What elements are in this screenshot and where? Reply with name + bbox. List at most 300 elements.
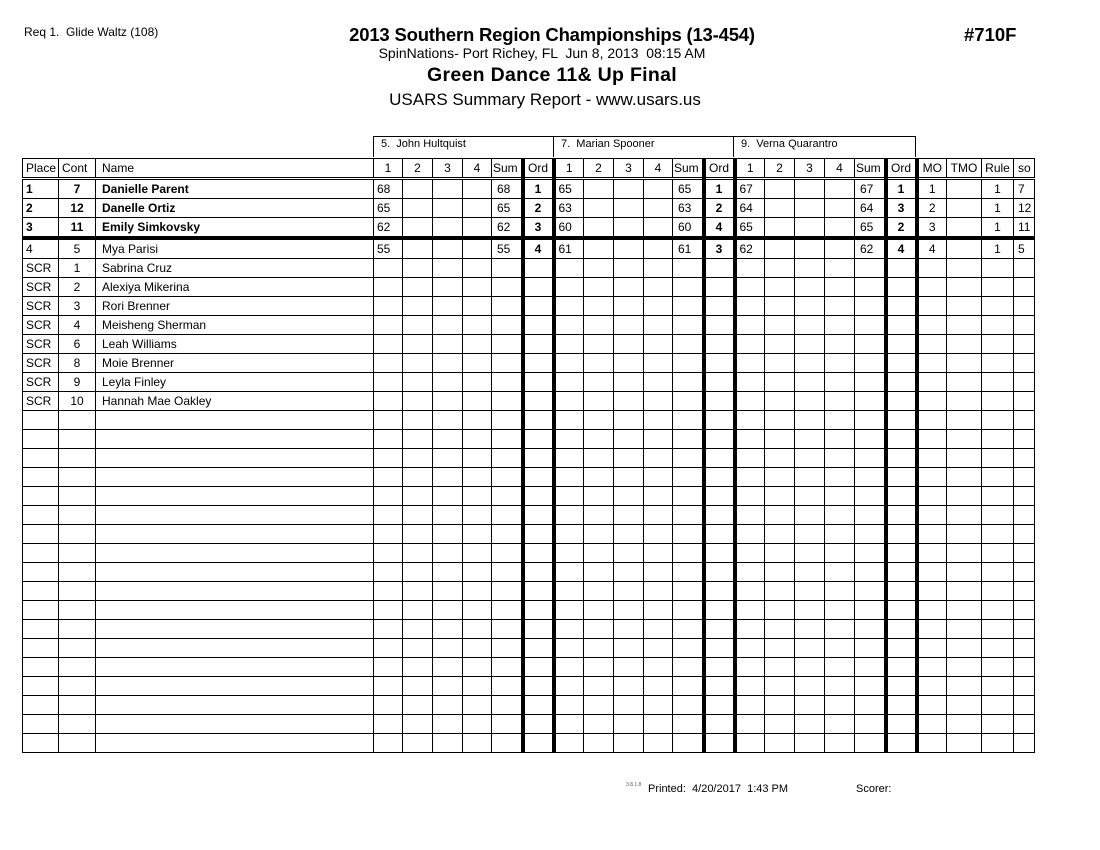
judge3-mark1-cell: 67: [735, 179, 765, 199]
judge2-sum-cell: [673, 506, 704, 525]
judge1-sum-cell: [492, 563, 523, 582]
judge2-sum-cell: [673, 468, 704, 487]
place-cell: SCR: [23, 373, 59, 392]
judge1-mark4-cell: [463, 199, 492, 218]
judge3-mark4-cell: [825, 620, 855, 639]
skate-order-cell: [1014, 411, 1035, 430]
judge3-mark3-cell: [795, 563, 825, 582]
judge2-sum-cell: [673, 658, 704, 677]
rule-cell: [982, 487, 1014, 506]
judge2-mark1-cell: [554, 373, 584, 392]
judge3-mark1-cell: [735, 354, 765, 373]
place-cell: [23, 544, 59, 563]
judge1-sum-cell: [492, 449, 523, 468]
judge3-sum-cell: [855, 335, 886, 354]
skate-order-cell: [1014, 677, 1035, 696]
empty-table-row: [23, 449, 1035, 468]
judge1-mark2-cell: [403, 601, 433, 620]
judge2-ordinal-cell: [704, 677, 735, 696]
tmo-cell: [947, 544, 982, 563]
judge1-mark1-cell: [374, 658, 403, 677]
judge3-mark2-cell: [765, 734, 795, 753]
judge1-mark2-cell: [403, 259, 433, 278]
tmo-cell: [947, 677, 982, 696]
rule-cell: [982, 373, 1014, 392]
rule-cell: 1: [982, 218, 1014, 239]
judge2-mark3-cell: [614, 297, 644, 316]
judge3-mark4-cell: [825, 430, 855, 449]
judge2-sum-cell: [673, 430, 704, 449]
skate-order-cell: [1014, 392, 1035, 411]
skate-order-cell: 11: [1014, 218, 1035, 239]
judge1-mark2-cell: [403, 734, 433, 753]
judge2-mark2-cell: [584, 468, 614, 487]
judge2-mark4-cell: [644, 373, 673, 392]
judge1-mark3-cell: [433, 430, 463, 449]
contestant-number-cell: [59, 658, 96, 677]
judge1-sum-cell: [492, 677, 523, 696]
judge1-mark2-cell: [403, 199, 433, 218]
judge3-mark3-cell: [795, 430, 825, 449]
empty-table-row: [23, 582, 1035, 601]
rule-cell: [982, 563, 1014, 582]
judge1-mark1-cell: 55: [374, 238, 403, 259]
judge3-ordinal-cell: [886, 658, 917, 677]
judge1-sum-cell: [492, 278, 523, 297]
majority-ordinal-cell: [917, 487, 947, 506]
judge3-mark2-cell: [765, 487, 795, 506]
judge3-mark1-cell: [735, 278, 765, 297]
skater-name-cell: Mya Parisi: [96, 238, 374, 259]
judge3-mark2-cell: [765, 199, 795, 218]
judge1-ordinal-cell: [523, 316, 554, 335]
rule-cell: [982, 506, 1014, 525]
table-row: [23, 259, 1035, 278]
judge2-mark2-cell: [584, 715, 614, 734]
judge3-ordinal-cell: [886, 278, 917, 297]
judge3-mark1-cell: 62: [735, 238, 765, 259]
col-header-judge2-mark4: 4: [644, 159, 673, 179]
judge2-mark1-cell: [554, 259, 584, 278]
judge1-ordinal-cell: [523, 734, 554, 753]
judge2-sum-cell: [673, 278, 704, 297]
judge3-mark2-cell: [765, 411, 795, 430]
judge1-mark3-cell: [433, 449, 463, 468]
judge2-mark4-cell: [644, 563, 673, 582]
judge1-mark4-cell: [463, 544, 492, 563]
judge2-sum-cell: [673, 411, 704, 430]
judge2-mark3-cell: [614, 487, 644, 506]
judge3-ordinal-cell: 1: [886, 179, 917, 199]
skater-name-cell: Rori Brenner: [96, 297, 374, 316]
judge3-mark2-cell: [765, 620, 795, 639]
skate-order-cell: [1014, 715, 1035, 734]
judge1-ordinal-cell: [523, 411, 554, 430]
skate-order-cell: [1014, 696, 1035, 715]
rule-cell: [982, 544, 1014, 563]
judge1-mark3-cell: [433, 620, 463, 639]
judge3-sum-cell: [855, 411, 886, 430]
tmo-cell: [947, 696, 982, 715]
col-header-judge1-mark2: 2: [403, 159, 433, 179]
judge2-mark4-cell: [644, 179, 673, 199]
judge2-ordinal-cell: [704, 335, 735, 354]
judge2-mark1-cell: [554, 620, 584, 639]
contestant-number-cell: 12: [59, 199, 96, 218]
judge2-mark2-cell: [584, 392, 614, 411]
judge1-mark3-cell: [433, 278, 463, 297]
judge2-mark4-cell: [644, 544, 673, 563]
rule-cell: [982, 601, 1014, 620]
judge3-mark3-cell: [795, 392, 825, 411]
judge3-mark3-cell: [795, 199, 825, 218]
judge2-mark3-cell: [614, 449, 644, 468]
judge3-mark2-cell: [765, 677, 795, 696]
judge1-mark3-cell: [433, 487, 463, 506]
event-code-label: Req 1. Glide Waltz (108): [24, 25, 159, 39]
judge2-ordinal-cell: [704, 278, 735, 297]
judge3-mark2-cell: [765, 335, 795, 354]
judge2-mark1-cell: [554, 715, 584, 734]
skate-order-cell: [1014, 544, 1035, 563]
judge2-mark1-cell: [554, 544, 584, 563]
skater-name-cell: [96, 658, 374, 677]
skater-name-cell: [96, 677, 374, 696]
judge1-ordinal-cell: [523, 259, 554, 278]
judge1-sum-cell: 55: [492, 238, 523, 259]
skate-order-cell: [1014, 354, 1035, 373]
judge3-mark4-cell: [825, 601, 855, 620]
judge1-sum-cell: [492, 582, 523, 601]
judge2-sum-cell: [673, 696, 704, 715]
contestant-number-cell: 10: [59, 392, 96, 411]
judge2-mark2-cell: [584, 658, 614, 677]
judge2-mark3-cell: [614, 601, 644, 620]
judge1-ordinal-cell: [523, 335, 554, 354]
judge1-sum-cell: [492, 430, 523, 449]
judge2-ordinal-cell: [704, 468, 735, 487]
contestant-number-cell: [59, 620, 96, 639]
judge1-ordinal-cell: [523, 696, 554, 715]
judge3-mark2-cell: [765, 525, 795, 544]
judge3-mark3-cell: [795, 218, 825, 239]
judge3-sum-cell: [855, 658, 886, 677]
judge2-mark4-cell: [644, 468, 673, 487]
skate-order-cell: [1014, 373, 1035, 392]
judge2-ordinal-cell: 2: [704, 199, 735, 218]
judge3-mark4-cell: [825, 297, 855, 316]
judge1-mark2-cell: [403, 297, 433, 316]
place-cell: [23, 677, 59, 696]
majority-ordinal-cell: 1: [917, 179, 947, 199]
judge2-mark1-cell: [554, 601, 584, 620]
judge3-mark4-cell: [825, 715, 855, 734]
skater-name-cell: [96, 525, 374, 544]
judge2-ordinal-cell: [704, 582, 735, 601]
judge1-mark4-cell: [463, 278, 492, 297]
judge2-mark1-cell: [554, 354, 584, 373]
judge3-sum-cell: [855, 639, 886, 658]
majority-ordinal-cell: [917, 525, 947, 544]
judge3-ordinal-cell: [886, 430, 917, 449]
judge1-mark1-cell: [374, 696, 403, 715]
skater-name-cell: [96, 696, 374, 715]
judge3-mark4-cell: [825, 373, 855, 392]
judge1-mark2-cell: [403, 715, 433, 734]
judge1-mark4-cell: [463, 468, 492, 487]
judge3-ordinal-cell: [886, 259, 917, 278]
judge2-mark3-cell: [614, 658, 644, 677]
col-header-judge3-ord: Ord: [886, 159, 917, 179]
judge2-ordinal-cell: [704, 734, 735, 753]
table-row: [23, 335, 1035, 354]
tmo-cell: [947, 392, 982, 411]
judge3-sum-cell: [855, 297, 886, 316]
judge3-mark2-cell: [765, 468, 795, 487]
judge2-mark1-cell: [554, 430, 584, 449]
judge1-mark4-cell: [463, 392, 492, 411]
judge3-mark1-cell: [735, 392, 765, 411]
judge2-sum-cell: 63: [673, 199, 704, 218]
col-header-so: so: [1014, 159, 1035, 179]
judge1-mark1-cell: [374, 506, 403, 525]
judge1-sum-cell: [492, 487, 523, 506]
skate-order-cell: [1014, 487, 1035, 506]
judge2-mark3-cell: [614, 468, 644, 487]
judge2-mark3-cell: [614, 582, 644, 601]
skate-order-cell: [1014, 259, 1035, 278]
empty-table-row: [23, 430, 1035, 449]
judge1-mark1-cell: [374, 411, 403, 430]
judge3-ordinal-cell: [886, 582, 917, 601]
judge1-sum-cell: [492, 316, 523, 335]
judge1-mark1-cell: [374, 297, 403, 316]
rule-cell: [982, 392, 1014, 411]
judge3-mark3-cell: [795, 297, 825, 316]
judge1-mark2-cell: [403, 506, 433, 525]
majority-ordinal-cell: [917, 354, 947, 373]
empty-table-row: [23, 601, 1035, 620]
tmo-cell: [947, 582, 982, 601]
judge2-mark2-cell: [584, 582, 614, 601]
place-cell: 1: [23, 179, 59, 199]
skate-order-cell: 12: [1014, 199, 1035, 218]
place-cell: [23, 734, 59, 753]
judge2-sum-cell: [673, 639, 704, 658]
judge1-mark3-cell: [433, 297, 463, 316]
judge3-mark1-cell: [735, 734, 765, 753]
judge3-mark4-cell: [825, 487, 855, 506]
judge3-ordinal-cell: [886, 468, 917, 487]
judge3-mark2-cell: [765, 582, 795, 601]
contestant-number-cell: [59, 715, 96, 734]
skate-order-cell: [1014, 335, 1035, 354]
judge3-mark2-cell: [765, 715, 795, 734]
judge2-mark4-cell: [644, 411, 673, 430]
judge1-mark4-cell: [463, 525, 492, 544]
judge2-mark2-cell: [584, 449, 614, 468]
judge2-mark3-cell: [614, 696, 644, 715]
judge2-mark2-cell: [584, 373, 614, 392]
event-name-heading: Green Dance 11& Up Final: [427, 64, 677, 86]
col-header-judge2-mark3: 3: [614, 159, 644, 179]
place-cell: [23, 506, 59, 525]
judge3-ordinal-cell: [886, 677, 917, 696]
judge2-mark2-cell: [584, 218, 614, 239]
judge1-mark3-cell: [433, 563, 463, 582]
judge3-ordinal-cell: [886, 335, 917, 354]
judge3-ordinal-cell: [886, 639, 917, 658]
judge2-ordinal-cell: [704, 430, 735, 449]
scorer-label: Scorer:: [856, 783, 892, 795]
judge1-mark4-cell: [463, 563, 492, 582]
judge3-mark2-cell: [765, 544, 795, 563]
col-header-judge3-mark3: 3: [795, 159, 825, 179]
judge1-sum-cell: [492, 373, 523, 392]
judge2-mark4-cell: [644, 620, 673, 639]
judge2-mark4-cell: [644, 430, 673, 449]
judge3-mark3-cell: [795, 734, 825, 753]
skater-name-cell: Leyla Finley: [96, 373, 374, 392]
judge3-sum-cell: [855, 392, 886, 411]
place-cell: [23, 620, 59, 639]
judge3-mark3-cell: [795, 639, 825, 658]
judge1-mark4-cell: [463, 715, 492, 734]
tmo-cell: [947, 449, 982, 468]
judge1-sum-cell: [492, 658, 523, 677]
judge3-mark1-cell: [735, 316, 765, 335]
col-header-rule: Rule: [982, 159, 1014, 179]
judge2-ordinal-cell: [704, 316, 735, 335]
judge3-ordinal-cell: 3: [886, 199, 917, 218]
judge3-mark1-cell: [735, 373, 765, 392]
judge3-mark2-cell: [765, 506, 795, 525]
table-row: [23, 354, 1035, 373]
judge1-mark3-cell: [433, 335, 463, 354]
judge3-sum-cell: [855, 620, 886, 639]
judge1-ordinal-cell: 1: [523, 179, 554, 199]
place-cell: [23, 601, 59, 620]
tmo-cell: [947, 373, 982, 392]
judge1-mark1-cell: [374, 544, 403, 563]
skater-name-cell: Emily Simkovsky: [96, 218, 374, 239]
judge1-mark3-cell: [433, 639, 463, 658]
col-header-judge2-ord: Ord: [704, 159, 735, 179]
tmo-cell: [947, 715, 982, 734]
judge2-mark1-cell: [554, 297, 584, 316]
judge1-mark4-cell: [463, 506, 492, 525]
majority-ordinal-cell: [917, 316, 947, 335]
judge1-ordinal-cell: 2: [523, 199, 554, 218]
judge2-mark4-cell: [644, 601, 673, 620]
judge1-sum-cell: 62: [492, 218, 523, 239]
judge1-ordinal-cell: [523, 506, 554, 525]
place-cell: [23, 449, 59, 468]
judge2-ordinal-cell: [704, 354, 735, 373]
judge3-mark2-cell: [765, 238, 795, 259]
contestant-number-cell: [59, 468, 96, 487]
judge1-mark1-cell: [374, 487, 403, 506]
judge2-mark1-cell: 63: [554, 199, 584, 218]
skate-order-cell: [1014, 639, 1035, 658]
judge3-sum-cell: 67: [855, 179, 886, 199]
judge3-mark3-cell: [795, 658, 825, 677]
judge2-mark4-cell: [644, 392, 673, 411]
judge3-mark3-cell: [795, 620, 825, 639]
rule-cell: [982, 449, 1014, 468]
judge3-mark1-cell: [735, 620, 765, 639]
judge2-mark2-cell: [584, 354, 614, 373]
judge2-mark4-cell: [644, 297, 673, 316]
judge2-sum-cell: [673, 677, 704, 696]
judge1-ordinal-cell: [523, 278, 554, 297]
judge1-mark1-cell: 65: [374, 199, 403, 218]
judge3-mark1-cell: [735, 696, 765, 715]
judge1-mark3-cell: [433, 544, 463, 563]
skate-order-cell: 5: [1014, 238, 1035, 259]
contestant-number-cell: [59, 411, 96, 430]
printed-timestamp: Printed: 4/20/2017 1:43 PM: [648, 783, 789, 795]
judge3-ordinal-cell: [886, 373, 917, 392]
majority-ordinal-cell: [917, 563, 947, 582]
judge3-mark1-cell: [735, 525, 765, 544]
judge2-mark1-cell: 61: [554, 238, 584, 259]
judge3-mark2-cell: [765, 316, 795, 335]
judge2-mark4-cell: [644, 238, 673, 259]
judge3-mark2-cell: [765, 179, 795, 199]
judge3-mark1-cell: [735, 677, 765, 696]
judge2-mark4-cell: [644, 354, 673, 373]
judge2-mark1-cell: [554, 449, 584, 468]
judge2-mark1-cell: [554, 316, 584, 335]
skater-name-cell: Alexiya Mikerina: [96, 278, 374, 297]
judge1-mark1-cell: [374, 677, 403, 696]
rule-cell: [982, 715, 1014, 734]
rule-cell: [982, 354, 1014, 373]
judge2-mark4-cell: [644, 278, 673, 297]
judge1-mark4-cell: [463, 316, 492, 335]
judge1-mark3-cell: [433, 373, 463, 392]
contestant-number-cell: 1: [59, 259, 96, 278]
rule-cell: [982, 658, 1014, 677]
judge2-ordinal-cell: [704, 601, 735, 620]
judge3-mark4-cell: [825, 525, 855, 544]
judge3-sum-cell: [855, 316, 886, 335]
judge1-mark2-cell: [403, 468, 433, 487]
place-cell: [23, 658, 59, 677]
judge2-ordinal-cell: 4: [704, 218, 735, 239]
place-cell: 4: [23, 238, 59, 259]
judge3-mark2-cell: [765, 658, 795, 677]
judge3-mark3-cell: [795, 468, 825, 487]
judge1-ordinal-cell: [523, 639, 554, 658]
tmo-cell: [947, 259, 982, 278]
judge3-mark2-cell: [765, 259, 795, 278]
judge1-mark1-cell: [374, 639, 403, 658]
judge2-mark3-cell: [614, 715, 644, 734]
judge1-mark3-cell: [433, 715, 463, 734]
judge3-sum-cell: [855, 544, 886, 563]
majority-ordinal-cell: [917, 297, 947, 316]
judge3-ordinal-cell: [886, 734, 917, 753]
judge3-mark4-cell: [825, 335, 855, 354]
contestant-number-cell: 7: [59, 179, 96, 199]
judge2-mark3-cell: [614, 199, 644, 218]
judge3-mark3-cell: [795, 316, 825, 335]
judge2-mark4-cell: [644, 677, 673, 696]
col-header-judge2-mark2: 2: [584, 159, 614, 179]
judge1-mark4-cell: [463, 259, 492, 278]
